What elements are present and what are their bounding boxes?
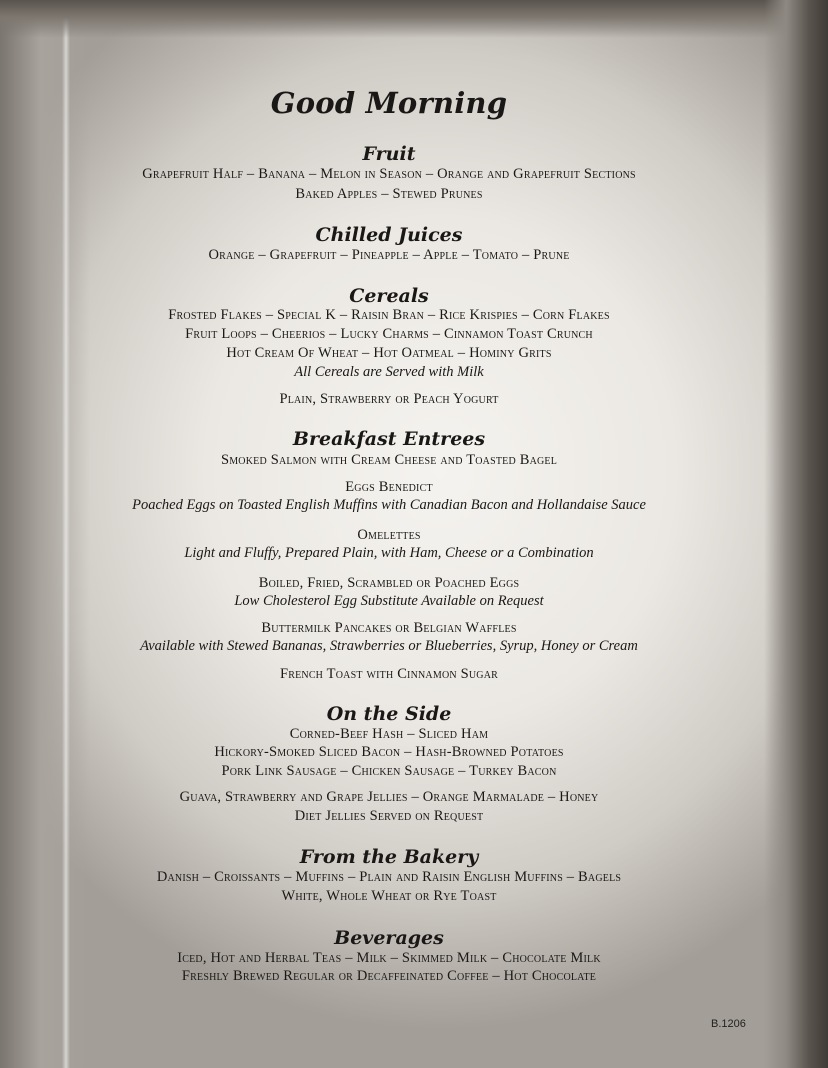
bakery-line-1: Danish – Croissants – Muffins – Plain and Raisin English Muffins – Bagels xyxy=(156,869,622,885)
section-heading-beverages: Beverages xyxy=(334,927,444,949)
cereals-note: All Cereals are Served with Milk xyxy=(294,364,484,380)
torn-edge-top xyxy=(0,0,828,38)
beverages-line-1: Iced, Hot and Herbal Teas – Milk – Skimmed Milk – Chocolate Milk xyxy=(177,950,601,966)
side-jellies: Guava, Strawberry and Grape Jellies – Orange Marmalade – Honey xyxy=(179,789,599,805)
entree-eggs-note: Low Cholesterol Egg Substitute Available on Request xyxy=(234,593,544,609)
entree-omelettes-note: Light and Fluffy, Prepared Plain, with Ham, Cheese or a Combination xyxy=(184,545,594,561)
side-line-3: Pork Link Sausage – Chicken Sausage – Turkey Bacon xyxy=(221,763,557,779)
section-heading-entrees: Breakfast Entrees xyxy=(292,428,486,450)
entree-benedict: Eggs Benedict xyxy=(345,479,433,495)
side-line-1: Corned-Beef Hash – Sliced Ham xyxy=(289,726,489,742)
section-heading-bakery: From the Bakery xyxy=(299,846,479,868)
section-heading-side: On the Side xyxy=(326,703,452,725)
cereals-line-1: Frosted Flakes – Special K – Raisin Bran – Rice Krispies – Corn Flakes xyxy=(168,307,610,323)
entree-pancakes-note: Available with Stewed Bananas, Strawberries or Blueberries, Syrup, Honey or Cream xyxy=(140,638,638,654)
section-heading-fruit: Fruit xyxy=(362,143,416,165)
entree-eggs: Boiled, Fried, Scrambled or Poached Eggs xyxy=(258,575,520,591)
fruit-line-2: Baked Apples – Stewed Prunes xyxy=(295,186,483,202)
side-line-2: Hickory-Smoked Sliced Bacon – Hash-Browned Potatoes xyxy=(214,744,564,760)
juices-line-1: Orange – Grapefruit – Pineapple – Apple – Tomato – Prune xyxy=(208,247,570,263)
section-heading-juices: Chilled Juices xyxy=(315,224,463,246)
yogurt-line: Plain, Strawberry or Peach Yogurt xyxy=(279,391,499,407)
fruit-line-1: Grapefruit Half – Banana – Melon in Season – Orange and Grapefruit Sections xyxy=(142,166,636,182)
beverages-line-2: Freshly Brewed Regular or Decaffeinated Coffee – Hot Chocolate xyxy=(181,968,597,984)
bakery-line-2: White, Whole Wheat or Rye Toast xyxy=(281,888,497,904)
section-heading-cereals: Cereals xyxy=(349,285,429,307)
entree-omelettes: Omelettes xyxy=(357,527,421,543)
entree-french-toast: French Toast with Cinnamon Sugar xyxy=(279,666,499,682)
page-title: Good Morning xyxy=(270,86,508,120)
side-diet-jellies: Diet Jellies Served on Request xyxy=(294,808,484,824)
entree-pancakes: Buttermilk Pancakes or Belgian Waffles xyxy=(261,620,517,636)
entree-salmon: Smoked Salmon with Cream Cheese and Toasted Bagel xyxy=(220,452,558,468)
document-code: B.1206 xyxy=(711,1018,746,1030)
entree-benedict-note: Poached Eggs on Toasted English Muffins with Canadian Bacon and Hollandaise Sauce xyxy=(132,497,646,513)
cereals-line-2: Fruit Loops – Cheerios – Lucky Charms – Cinnamon Toast Crunch xyxy=(185,326,593,342)
cereals-line-3: Hot Cream Of Wheat – Hot Oatmeal – Hominy Grits xyxy=(226,345,552,361)
